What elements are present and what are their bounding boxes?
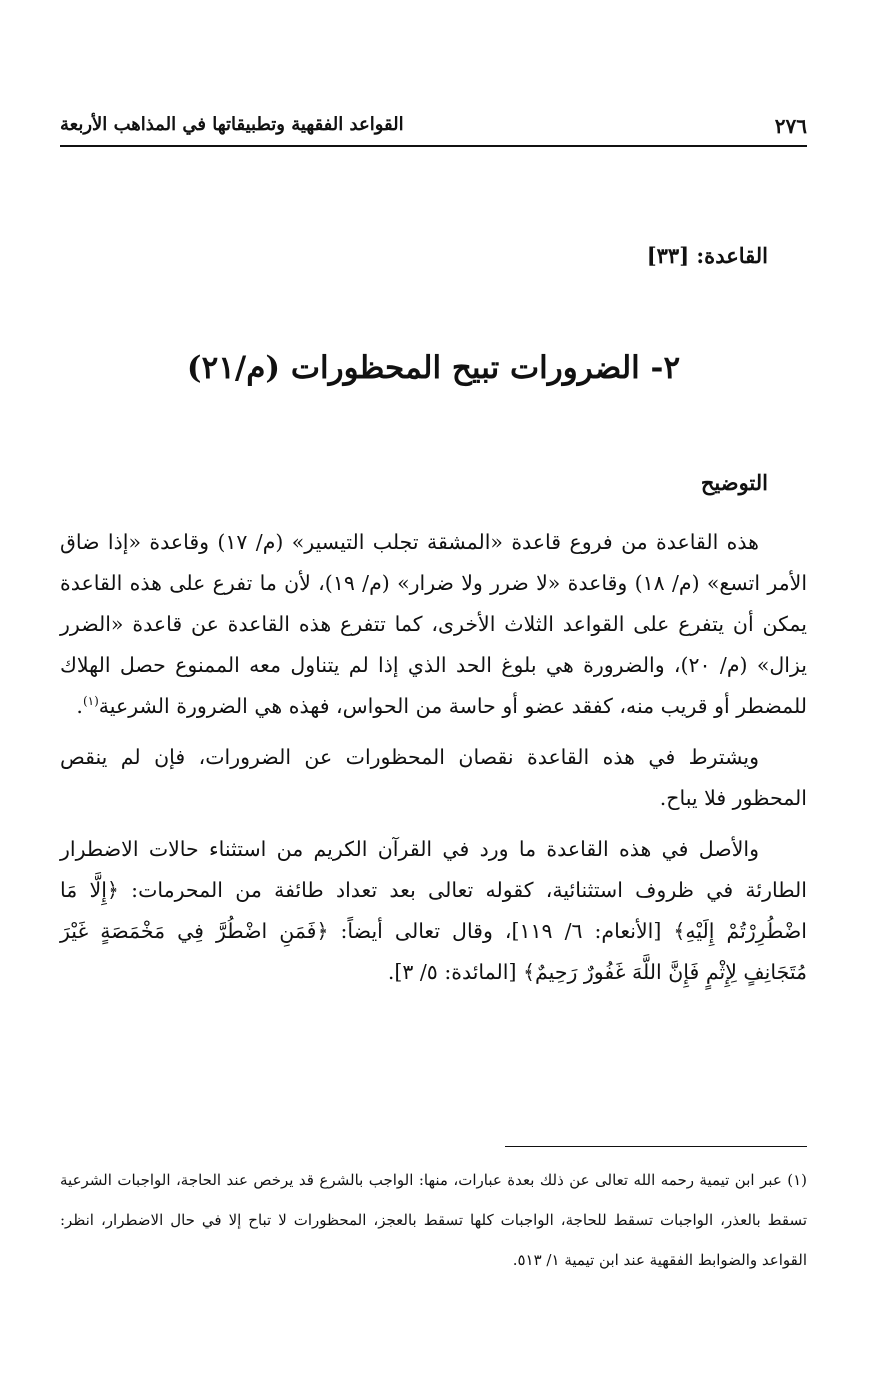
header-divider	[60, 145, 807, 147]
paragraph-2: ويشترط في هذه القاعدة نقصان المحظورات عن الضرورات، فإن لم ينقص المحظور فلا يباح.	[60, 745, 807, 810]
page-header	[60, 108, 807, 142]
page-number: ٢٧٦	[774, 114, 807, 138]
section-heading: التوضيح	[700, 470, 768, 495]
body-text	[60, 522, 807, 1003]
paragraph-3: والأصل في هذه القاعدة ما ورد في القرآن الكريم من استثناء حالات الاضطرار الطارئة في ظروف استثنائية، كقوله تعالى بعد تعداد طائفة من المحرمات: ﴿إِلَّا مَا اضْطُرِرْتُمْ إِلَيْهِ﴾ [الأنعام: ٦/ ١١٩]، وقال تعالى أيضاً: ﴿فَمَنِ اضْطُرَّ فِي مَخْمَصَةٍ غَيْرَ مُتَجَانِفٍ لِإِثْمٍ فَإِنَّ اللَّهَ غَفُورٌ رَحِيمٌ﴾ [المائدة: ٥/ ٣].	[60, 837, 807, 984]
footnote-divider	[505, 1146, 807, 1147]
running-title: القواعد الفقهية وتطبيقاتها في المذاهب الأربعة	[60, 114, 404, 135]
paragraph-1-end: .	[76, 694, 83, 718]
footnotes	[60, 1160, 807, 1280]
paragraph-1	[60, 522, 807, 727]
footnote-1: (١) عبر ابن تيمية رحمه الله تعالى عن ذلك بعدة عبارات، منها: الواجب بالشرع قد يرخص عند الحاجة، الواجبات الشرعية تسقط بالعذر، الواجبات تسقط للحاجة، الواجبات كلها تسقط بالعجز، المحظورات لا تباح إلا في حال الاضطرار، انظر: القواعد والضوابط الفقهية عند ابن تيمية ١/ ٥١٣.	[60, 1171, 807, 1269]
paragraph-1-text: هذه القاعدة من فروع قاعدة «المشقة تجلب التيسير» (م/ ١٧) وقاعدة «إذا ضاق الأمر اتسع» (م/ ١٨) وقاعدة «لا ضرر ولا ضرار» (م/ ١٩)، لأن ما تفرع على هذه القاعدة يمكن أن يتفرع على القواعد الثلاث الأخرى، كما تتفرع هذه القاعدة عن قاعدة «الضرر يزال» (م/ ٢٠)، والضرورة هي بلوغ الحد الذي إذا لم يتناول معه الممنوع حصل الهلاك للمضطر أو قريب منه، كفقد عضو أو حاسة من الحواس، فهذه هي الضرورة الشرعية	[60, 530, 808, 718]
footnote-reference: (١)	[82, 694, 99, 709]
rule-title: ٢- الضرورات تبيح المحظورات (م/٢١)	[186, 350, 681, 386]
rule-label: القاعدة: [٣٣]	[646, 243, 768, 268]
